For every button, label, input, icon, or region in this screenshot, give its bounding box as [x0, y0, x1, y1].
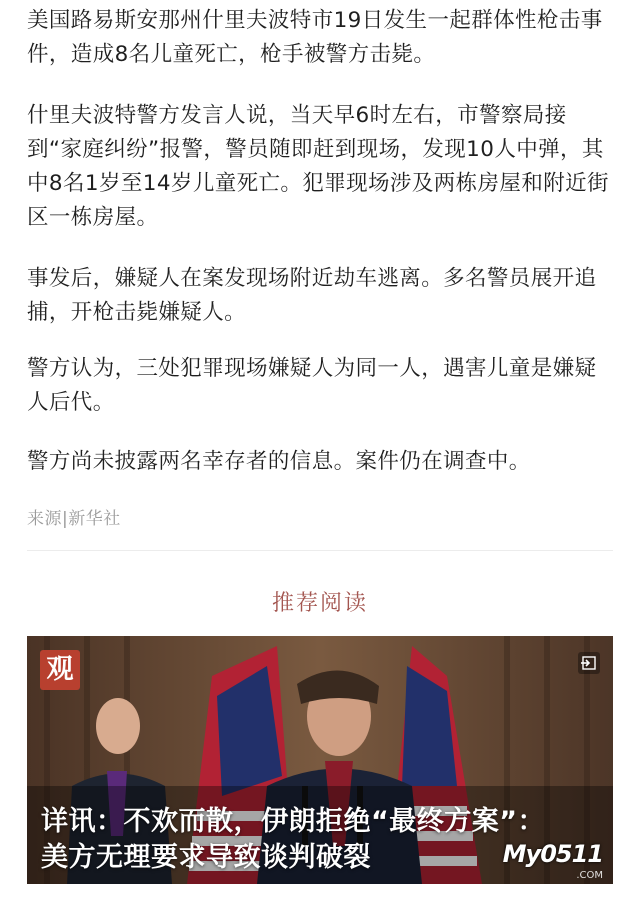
recommend-heading: 推荐阅读	[271, 591, 368, 616]
article-paragraph-2: 什里夫波特警方发言人说，当天早6时左右，市警察局接到“家庭纠纷”报警，警员随即赶到现场，发现10人中弹，其中8名1岁至14岁儿童死亡。犯罪现场涉及两栋房屋和附近街区一栋房屋。	[27, 103, 609, 230]
article-paragraph-4: 警方认为，三处犯罪现场嫌疑人为同一人，遇害儿童是嫌疑人后代。	[27, 356, 597, 415]
article-paragraph-1: 美国路易斯安那州什里夫波特市19日发生一起群体性枪击事件，造成8名儿童死亡，枪手被警方击毙。	[27, 8, 603, 67]
caption-line-1: 详讯：不欢而散，伊朗拒绝“最终方案”：	[41, 806, 545, 837]
article-source: 来源|新华社	[27, 509, 121, 529]
watermark-text: My0511	[502, 840, 603, 868]
article-paragraph-5: 警方尚未披露两名幸存者的信息。案件仍在调查中。	[27, 449, 531, 474]
exit-icon[interactable]	[578, 652, 600, 674]
section-divider	[27, 550, 613, 551]
watermark	[469, 840, 609, 882]
watermark-suffix: .COM	[576, 870, 603, 881]
publisher-logo: 观	[40, 650, 80, 690]
article-paragraph-3: 事发后，嫌疑人在案发现场附近劫车逃离。多名警员展开追捕，开枪击毙嫌疑人。	[27, 266, 597, 325]
caption-line-2: 美方无理要求导致谈判破裂	[41, 842, 371, 873]
recommended-article-card[interactable]	[27, 636, 613, 884]
